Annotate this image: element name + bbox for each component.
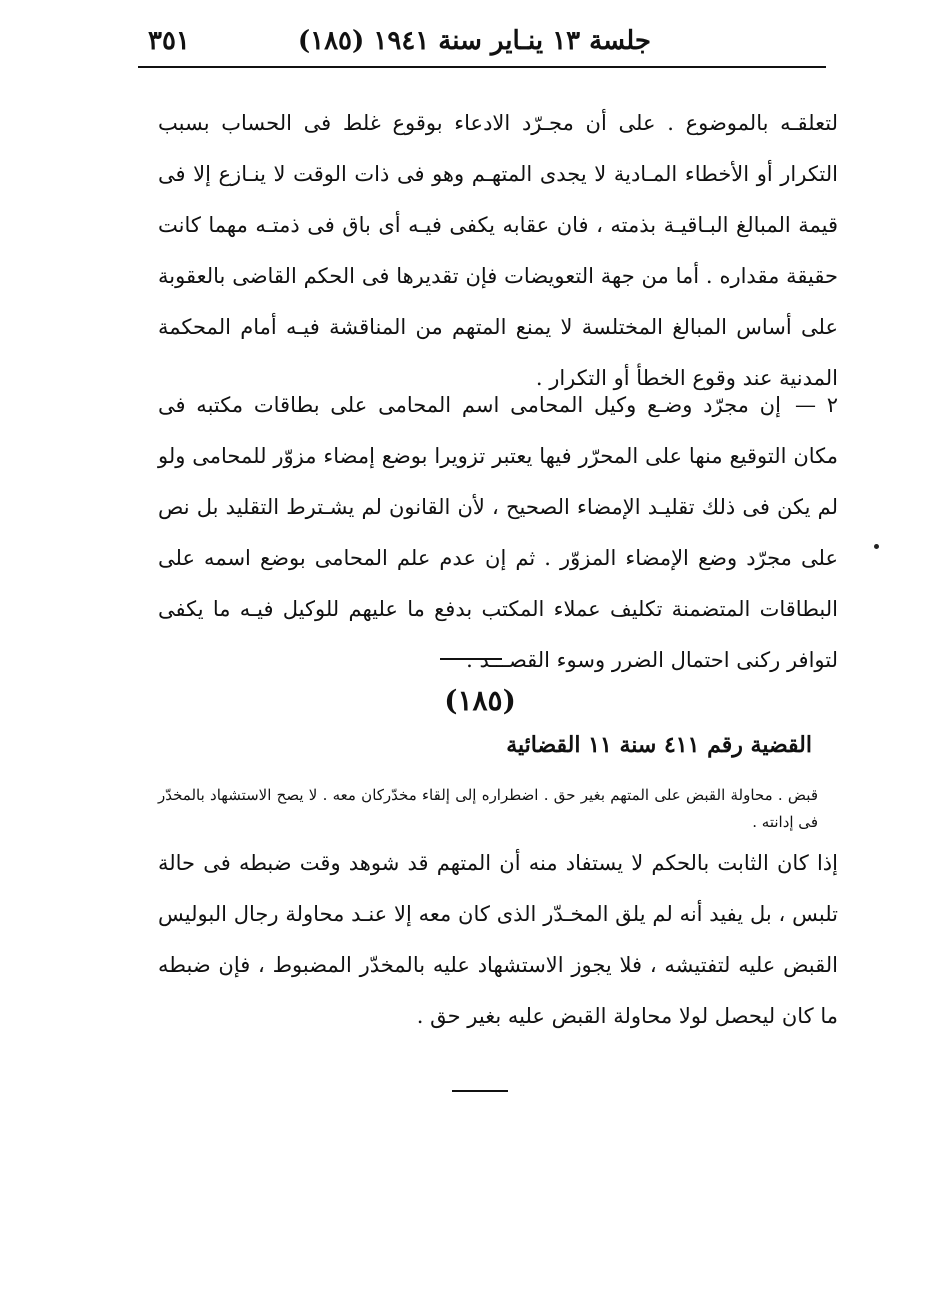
case-number: (١٨٥) bbox=[444, 684, 516, 717]
case-summary: قبض . محاولة القبض على المتهم بغير حق . اضطراره إلى إلقاء مخدّركان معه . لا يصح الاستشهاد بالمخدّر فى إدانته . bbox=[158, 786, 818, 831]
header-title: جلسة ١٣ ينـاير سنة ١٩٤١ (١٨٥) bbox=[297, 26, 651, 56]
section-divider bbox=[440, 658, 502, 660]
page-header bbox=[138, 18, 826, 62]
principle-number: ٢ — bbox=[794, 393, 838, 417]
principle-text: إن مجرّد وضـع وكيل المحامى اسم المحامى على بطاقات مكتبه فى مكان التوقيع منها على المحرّر فيها يعتبر تزويرا بوضع إمضاء مزوّر للمحامى ولو لم يكن فى ذلك تقليـد الإمضاء الصحيح ، لأن القانون لم يشـترط التقليد بل نص على مجرّد وضع الإمضاء المزوّر . ثم إن عدم علم المحامى بوضع اسمه على البطاقات المتضمنة تكليف عملاء المكتب بدفع ما عليهم للوكيل فيـه ما يكفى لتوافر ركنى احتمال الضرر وسوء القصـــد . bbox=[158, 393, 838, 672]
page-number: ٣٥١ bbox=[148, 26, 190, 56]
paragraph-second-principle bbox=[158, 380, 838, 686]
margin-dot bbox=[874, 544, 879, 549]
paragraph-continued: لتعلقـه بالموضوع . على أن مجـرّد الادعاء بوقوع غلط فى الحساب بسبب التكرار أو الأخطاء المـادية لا يجدى المتهـم وهو فى ذات الوقت لا ينـازع إلا فى قيمة المبالغ البـاقيـة بذمته ، فان عقابه يكفى فيـه أى باق فى ذمتـه مهما كانت حقيقة مقداره . أما من جهة التعويضات فإن تقديرها فى الحكم القاضى بالعقوبة على أساس المبالغ المختلسة لا يمنع المتهم من المناقشة فيـه أمام المحكمة المدنية عند وقوع الخطأ أو التكرار . bbox=[158, 111, 838, 390]
case-reference: القضية رقم ٤١١ سنة ١١ القضائية bbox=[506, 732, 812, 758]
end-divider bbox=[452, 1090, 508, 1092]
paragraph-ruling: إذا كان الثابت بالحكم لا يستفاد منه أن المتهم قد شوهد وقت ضبطه فى حالة تلبس ، بل يفيد أنه لم يلق المخـدّر الذى كان معه إلا عنـد محاولة رجال البوليس القبض عليه لتفتيشه ، فلا يجوز الاستشهاد عليه بالمخدّر المضبوط ، فإن ضبطه ما كان ليحصل لولا محاولة القبض عليه بغير حق . bbox=[158, 851, 838, 1028]
header-rule bbox=[138, 66, 826, 68]
